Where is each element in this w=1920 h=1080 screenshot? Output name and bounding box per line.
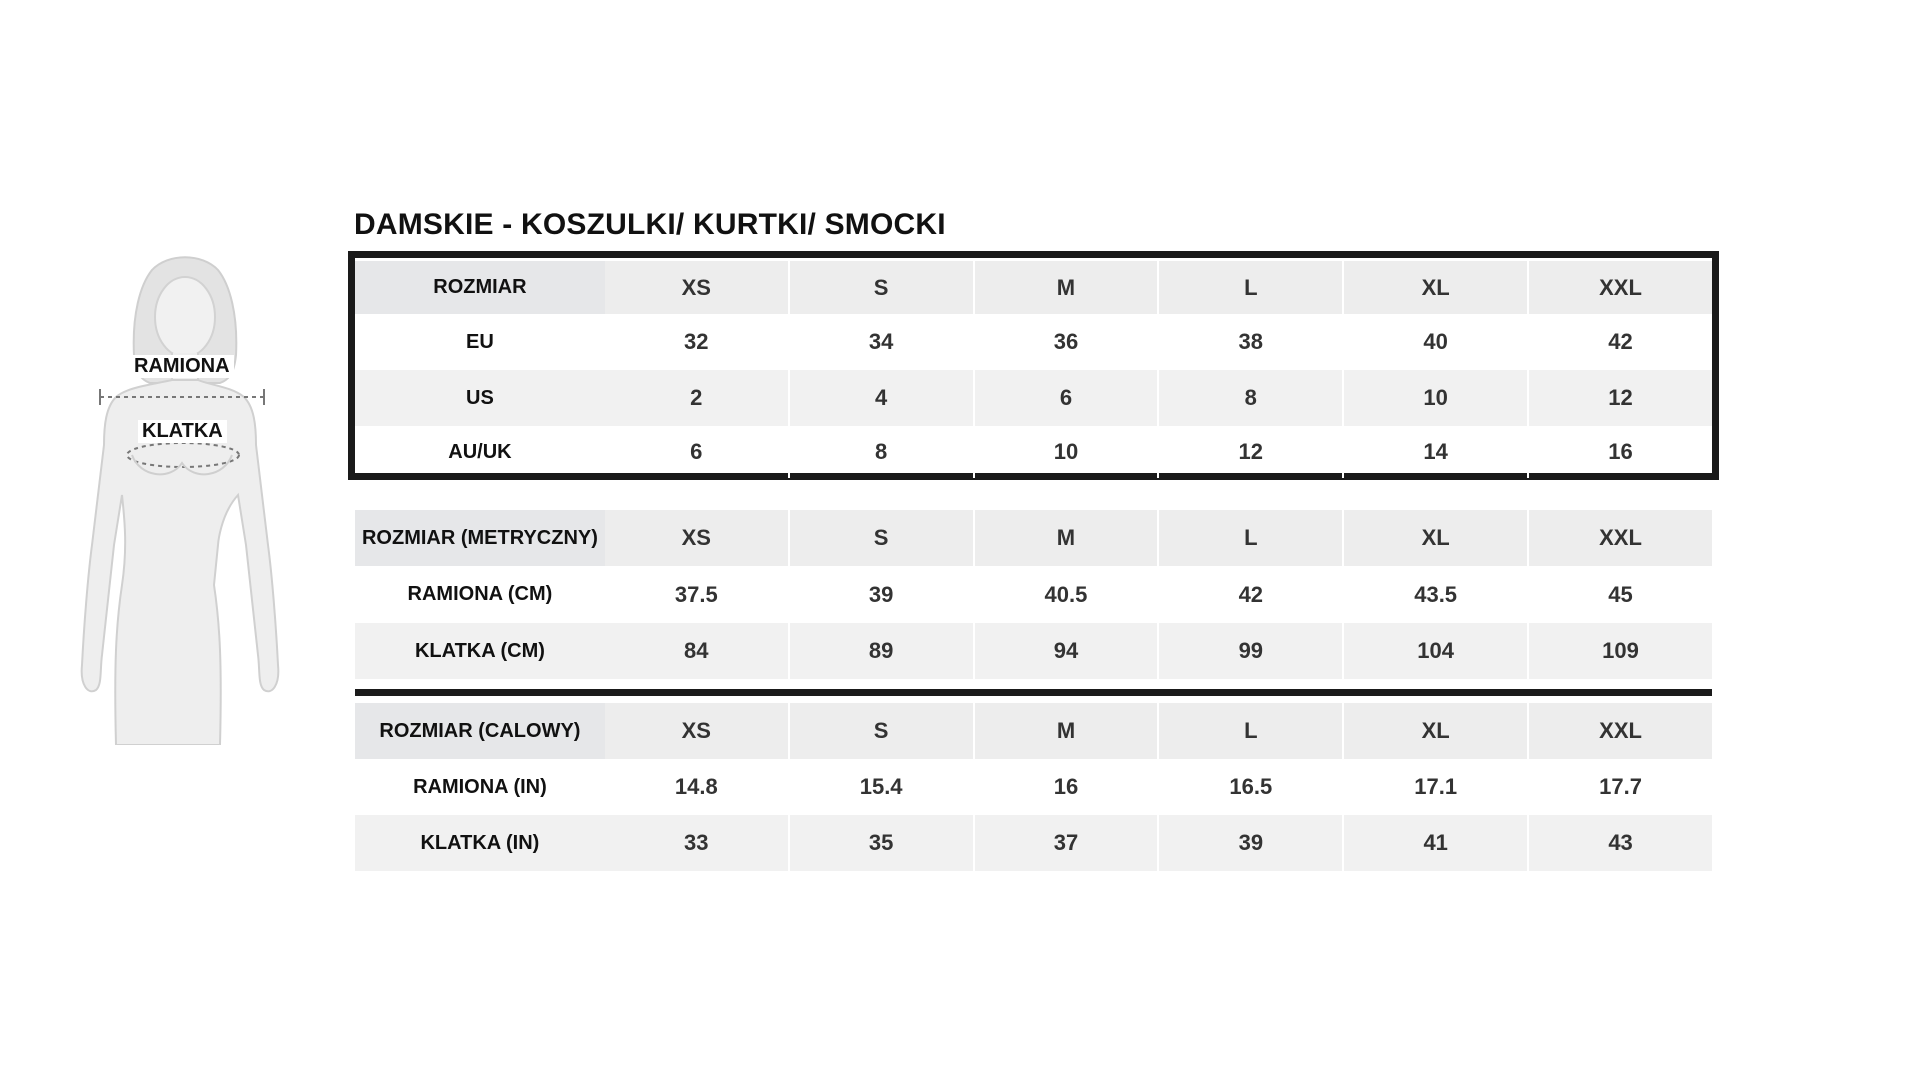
table-cell: 42 <box>1527 314 1712 370</box>
table-cell: 42 <box>1157 566 1342 623</box>
table-header-label: ROZMIAR (CALOWY) <box>355 703 605 759</box>
table-cell: 84 <box>605 623 788 679</box>
table-header-row <box>355 703 1712 759</box>
page-title: DAMSKIE - KOSZULKI/ KURTKI/ SMOCKI <box>354 208 946 241</box>
table-row <box>355 370 1712 426</box>
table-cell: 4 <box>788 370 973 426</box>
table-cell: 37 <box>973 815 1158 871</box>
row-label: KLATKA (IN) <box>355 815 605 871</box>
row-label: US <box>355 370 605 426</box>
size-header-m: M <box>973 510 1158 566</box>
table-cell: 43 <box>1527 815 1712 871</box>
row-label: AU/UK <box>448 440 512 463</box>
table-cell: 16 <box>1527 426 1712 478</box>
table-row <box>355 566 1712 623</box>
female-silhouette-icon <box>70 245 300 745</box>
table-cell: 39 <box>788 566 973 623</box>
chest-label: KLATKA <box>138 420 227 443</box>
table-cell: 17.1 <box>1342 759 1527 815</box>
size-header-xs: XS <box>605 703 788 759</box>
table-cell: 40 <box>1342 314 1527 370</box>
table-cell: 37.5 <box>674 581 718 607</box>
table-cell: 10 <box>1342 370 1527 426</box>
table-cell: 34 <box>788 314 973 370</box>
size-header-s: S <box>788 261 973 314</box>
size-header-l: L <box>1157 261 1342 314</box>
table-cell: 16.5 <box>1157 759 1342 815</box>
table-cell: 6 <box>690 439 703 464</box>
table-row <box>355 815 1712 871</box>
table-cell: 15.4 <box>788 759 973 815</box>
table-header-row <box>355 261 1712 314</box>
size-header-xxl: XXL <box>1527 703 1712 759</box>
table-cell: 6 <box>973 370 1158 426</box>
size-header-l: L <box>1157 703 1342 759</box>
table-cell: 43.5 <box>1342 566 1527 623</box>
table-cell: 38 <box>1157 314 1342 370</box>
table-cell: 17.7 <box>1527 759 1712 815</box>
row-label: RAMIONA (CM) <box>407 583 553 605</box>
table-cell: 12 <box>1527 370 1712 426</box>
size-header-xl: XL <box>1342 510 1527 566</box>
table-cell: 12 <box>1157 426 1342 478</box>
section-divider <box>355 689 1712 696</box>
table-cell: 8 <box>788 426 973 478</box>
size-header-s: S <box>788 703 973 759</box>
table-cell: 89 <box>788 623 973 679</box>
table-cell: 8 <box>1157 370 1342 426</box>
body-figure <box>70 245 300 745</box>
table-cell: 39 <box>1157 815 1342 871</box>
size-header-m: M <box>973 261 1158 314</box>
table-cell: 10 <box>973 426 1158 478</box>
size-header-xxl: XXL <box>1527 510 1712 566</box>
row-label: KLATKA (CM) <box>355 623 605 679</box>
size-header-m: M <box>973 703 1158 759</box>
row-label: RAMIONA (IN) <box>413 775 547 798</box>
table-cell: 40.5 <box>973 566 1158 623</box>
table-cell: 36 <box>973 314 1158 370</box>
table-cell: 14.8 <box>674 774 718 799</box>
size-header-l: L <box>1157 510 1342 566</box>
table-cell: 99 <box>1157 623 1342 679</box>
size-header-xs: XS <box>605 510 788 566</box>
table-cell: 2 <box>605 370 788 426</box>
size-header-xs: XS <box>605 261 788 314</box>
table-header-label: ROZMIAR (METRYCZNY) <box>355 510 605 566</box>
table-cell: 35 <box>788 815 973 871</box>
size-header-xl: XL <box>1342 703 1527 759</box>
table-cell: 41 <box>1342 815 1527 871</box>
table-cell: 94 <box>973 623 1158 679</box>
table-cell: 33 <box>605 815 788 871</box>
size-header-s: S <box>788 510 973 566</box>
table-row <box>355 623 1712 679</box>
table-header-label: ROZMIAR <box>355 261 605 314</box>
table-row <box>355 426 1712 478</box>
table-row <box>355 314 1712 370</box>
table-cell: 45 <box>1527 566 1712 623</box>
table-cell: 104 <box>1342 623 1527 679</box>
size-header-xxl: XXL <box>1527 261 1712 314</box>
table-cell: 109 <box>1527 623 1712 679</box>
metric-table <box>355 510 1712 679</box>
size-header-xl: XL <box>1342 261 1527 314</box>
shoulders-label: RAMIONA <box>130 355 234 378</box>
table-cell: 16 <box>973 759 1158 815</box>
table-cell: 14 <box>1342 426 1527 478</box>
table-cell: 32 <box>684 329 709 354</box>
table-row <box>355 759 1712 815</box>
row-label: EU <box>466 330 494 353</box>
inch-table <box>355 703 1712 871</box>
conversion-table <box>355 261 1712 478</box>
table-header-row <box>355 510 1712 566</box>
